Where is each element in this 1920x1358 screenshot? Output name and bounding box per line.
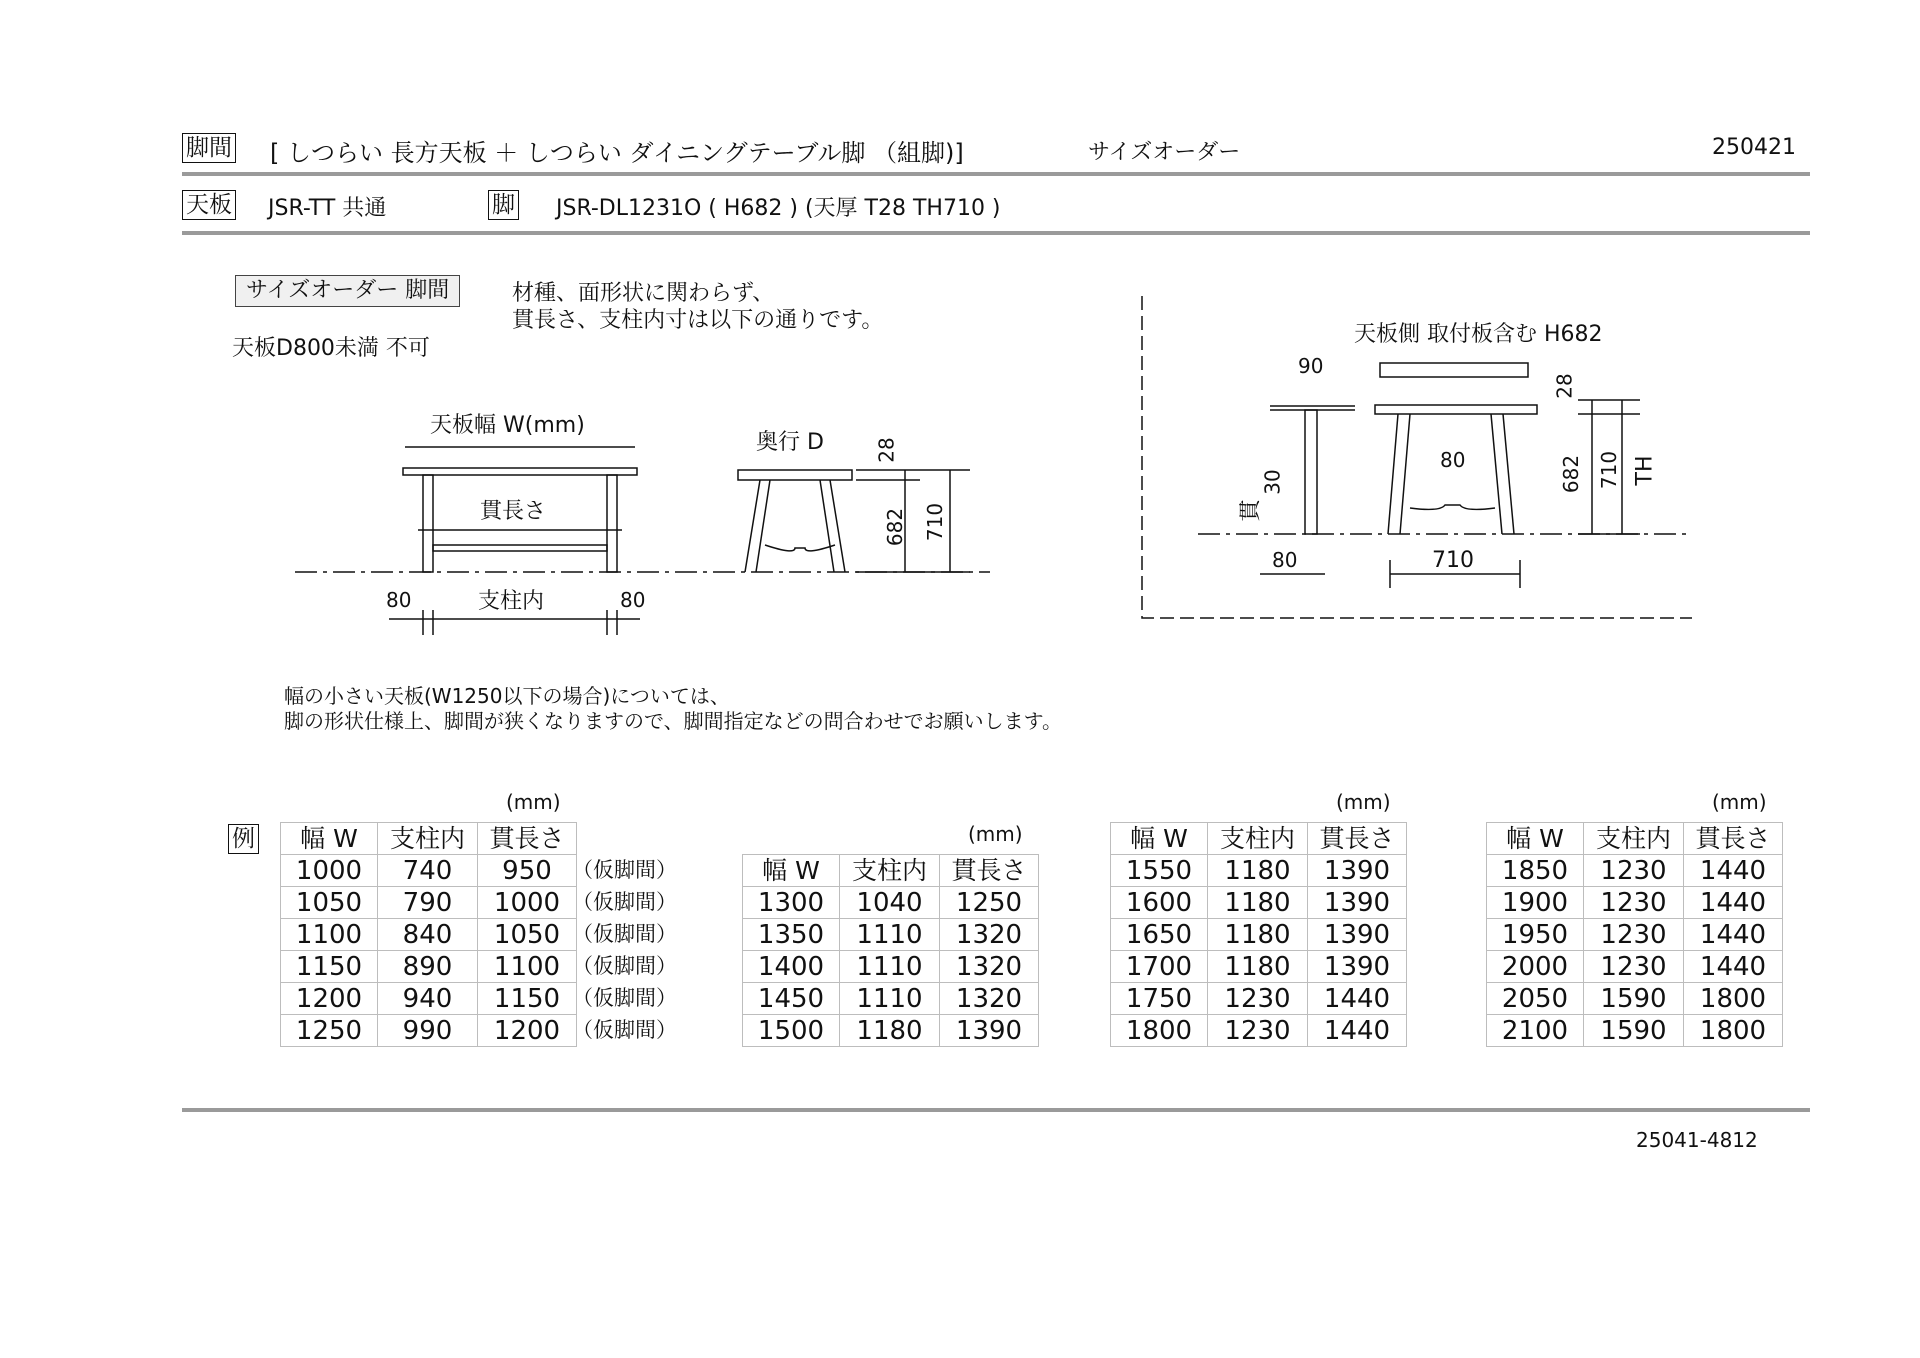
label-kyakukan: 脚間 [182,133,236,163]
side-nuki [1410,505,1495,509]
dim-682-side: 682 [1559,454,1584,494]
column-header: 貫長さ [478,823,577,855]
table-row [1111,887,1407,919]
table-row [281,855,577,887]
table-cell: 1440 [1684,951,1783,983]
note-line-1: 材種、面形状に関わらず、 [512,281,775,306]
label-tenban: 天板 [182,190,236,220]
table-cell: 1250 [281,1015,378,1047]
depth-nuki [765,545,835,551]
kari-note: （仮脚間） [572,954,677,978]
table-row [1111,919,1407,951]
table-cell: 1440 [1308,1015,1407,1047]
table-cell: 2050 [1487,983,1584,1015]
table-row [1487,919,1783,951]
footer-rule [182,1108,1810,1112]
table-row [1487,951,1783,983]
kari-note: （仮脚間） [572,922,677,946]
table-cell: 1300 [743,887,840,919]
table-cell: 1390 [1308,887,1407,919]
table-cell: 1590 [1584,983,1684,1015]
table-cell: 1110 [840,951,940,983]
dimension-table-4 [1486,822,1783,1047]
table-row [281,887,577,919]
table-cell: 1100 [478,951,577,983]
table-cell: 1040 [840,887,940,919]
column-header: 貫長さ [940,855,1039,887]
kari-note: （仮脚間） [572,890,677,914]
footer-code: 25041-4812 [1636,1128,1758,1152]
table-cell: 2000 [1487,951,1584,983]
table-cell: 1230 [1584,855,1684,887]
column-header: 支柱内 [378,823,478,855]
column-header: 幅 W [743,855,840,887]
table-row [281,1015,577,1047]
table-cell: 1000 [478,887,577,919]
table-row [281,951,577,983]
dim-80-bottom: 80 [1272,548,1298,572]
table-cell: 1230 [1584,951,1684,983]
column-header: 幅 W [1487,823,1584,855]
table-cell: 1230 [1584,919,1684,951]
table-cell: 1180 [1208,919,1308,951]
kari-note: （仮脚間） [572,858,677,882]
table-cell: 1440 [1684,855,1783,887]
table-cell: 1650 [1111,919,1208,951]
table-row [281,919,577,951]
table-cell: 1320 [940,951,1039,983]
column-header: 幅 W [281,823,378,855]
table-cell: 1200 [478,1015,577,1047]
th-label: TH [1632,455,1658,486]
dim-710: 710 [923,502,948,542]
size-order-tag: サイズオーダー 脚間 [235,275,460,307]
table-row [1111,951,1407,983]
unit-label-1: (mm) [506,790,561,814]
column-header: 支柱内 [840,855,940,887]
table-cell: 1800 [1684,1015,1783,1047]
mount-plate [1380,363,1528,377]
table-row [1487,855,1783,887]
table-cell: 1750 [1111,983,1208,1015]
table-cell: 1180 [840,1015,940,1047]
table-cell: 1320 [940,919,1039,951]
table-row [281,983,577,1015]
side-leg [1305,410,1317,534]
nuki-vertical-label: 貫 [1238,499,1264,522]
table-row [743,951,1039,983]
table-cell: 1600 [1111,887,1208,919]
dimension-table-1 [280,822,577,1047]
front-width-label: 天板幅 W(mm) [430,413,585,438]
table-row [743,1015,1039,1047]
table-cell: 1230 [1584,887,1684,919]
dim-80-side: 80 [1440,448,1466,472]
dim-80-left: 80 [386,588,412,612]
inner-label: 支柱内 [478,589,545,614]
table-cell: 1150 [478,983,577,1015]
table-cell: 990 [378,1015,478,1047]
dim-90: 90 [1298,354,1324,378]
table-cell: 1900 [1487,887,1584,919]
product-title: [ しつらい 長方天板 ＋ しつらい ダイニングテーブル脚 （組脚)] [270,139,964,167]
table-cell: 940 [378,983,478,1015]
dimension-table-2 [742,854,1039,1047]
column-header: 支柱内 [1584,823,1684,855]
table-header-row [1487,823,1783,855]
table-cell: 1230 [1208,983,1308,1015]
table-cell: 2100 [1487,1015,1584,1047]
doc-code: 250421 [1712,135,1796,160]
table-row [743,887,1039,919]
unit-label-2: (mm) [968,822,1023,846]
table-cell: 740 [378,855,478,887]
table-row [1111,1015,1407,1047]
table-cell: 1450 [743,983,840,1015]
table-cell: 1180 [1208,855,1308,887]
dim-28b: 28 [1552,373,1577,399]
table-cell: 790 [378,887,478,919]
table-cell: 1050 [478,919,577,951]
unit-label-4: (mm) [1712,790,1767,814]
table-row [1111,983,1407,1015]
label-ashi: 脚 [488,190,519,220]
dim-710-vert: 710 [1597,450,1622,490]
table-cell: 1550 [1111,855,1208,887]
depth-label: 奥行 D [756,430,824,455]
table-cell: 1150 [281,951,378,983]
column-header: 支柱内 [1208,823,1308,855]
small-width-note-1: 幅の小さい天板(W1250以下の場合)については、 [284,684,730,708]
kari-column [572,854,677,1046]
table-row [1487,983,1783,1015]
small-width-note-2: 脚の形状仕様上、脚間が狭くなりますので、脚間指定などの問合わせでお願いします。 [284,709,1062,733]
table-row [743,983,1039,1015]
dim-28: 28 [874,437,899,463]
table-header-row [1111,823,1407,855]
table-cell: 1590 [1584,1015,1684,1047]
table-cell: 1390 [1308,855,1407,887]
table-cell: 1800 [1684,983,1783,1015]
table-cell: 1850 [1487,855,1584,887]
table-cell: 1350 [743,919,840,951]
dim-710-side: 710 [1432,548,1474,573]
table-cell: 1390 [940,1015,1039,1047]
dim-80-right: 80 [620,588,646,612]
dim-30: 30 [1260,469,1285,495]
note-line-2: 貫長さ、支柱内寸は以下の通りです。 [512,308,884,333]
front-leg-left [423,475,433,572]
table-header-row [743,855,1039,887]
front-tabletop [403,468,637,475]
table-row [1111,855,1407,887]
table-cell: 1320 [940,983,1039,1015]
table-cell: 1440 [1684,887,1783,919]
dimension-table-3 [1110,822,1407,1047]
table-cell: 1400 [743,951,840,983]
example-label: 例 [228,824,259,854]
column-header: 貫長さ [1684,823,1783,855]
front-leg-right [607,475,617,572]
table-cell: 1390 [1308,951,1407,983]
table-cell: 1250 [940,887,1039,919]
table-cell: 1500 [743,1015,840,1047]
table-cell: 1180 [1208,887,1308,919]
table-cell: 1230 [1208,1015,1308,1047]
table-cell: 1390 [1308,919,1407,951]
table-cell: 1100 [281,919,378,951]
table-row [743,919,1039,951]
table-cell: 840 [378,919,478,951]
restriction-note: 天板D800未満 不可 [232,336,430,361]
table-cell: 1200 [281,983,378,1015]
front-nuki-bar [433,545,607,551]
size-order-label: サイズオーダー [1088,140,1241,165]
table-cell: 1110 [840,983,940,1015]
table-cell: 1110 [840,919,940,951]
kari-note: （仮脚間） [572,1018,677,1042]
side-view-title: 天板側 取付板含む H682 [1354,322,1603,347]
table-cell: 1440 [1308,983,1407,1015]
table-cell: 1950 [1487,919,1584,951]
table-cell: 1180 [1208,951,1308,983]
column-header: 幅 W [1111,823,1208,855]
top-model: JSR-TT 共通 [268,196,387,221]
side-tabletop [1375,405,1537,414]
table-cell: 1050 [281,887,378,919]
table-cell: 950 [478,855,577,887]
table-cell: 1440 [1684,919,1783,951]
table-row [1487,1015,1783,1047]
table-cell: 1700 [1111,951,1208,983]
dim-682: 682 [883,507,908,547]
nuki-label: 貫長さ [480,499,547,524]
table-header-row [281,823,577,855]
table-cell: 1000 [281,855,378,887]
table-row [1487,887,1783,919]
table-cell: 890 [378,951,478,983]
column-header: 貫長さ [1308,823,1407,855]
kari-note: （仮脚間） [572,986,677,1010]
table-cell: 1800 [1111,1015,1208,1047]
unit-label-3: (mm) [1336,790,1391,814]
leg-model: JSR-DL1231O ( H682 ) (天厚 T28 TH710 ) [556,196,1001,221]
depth-tabletop [738,470,852,480]
